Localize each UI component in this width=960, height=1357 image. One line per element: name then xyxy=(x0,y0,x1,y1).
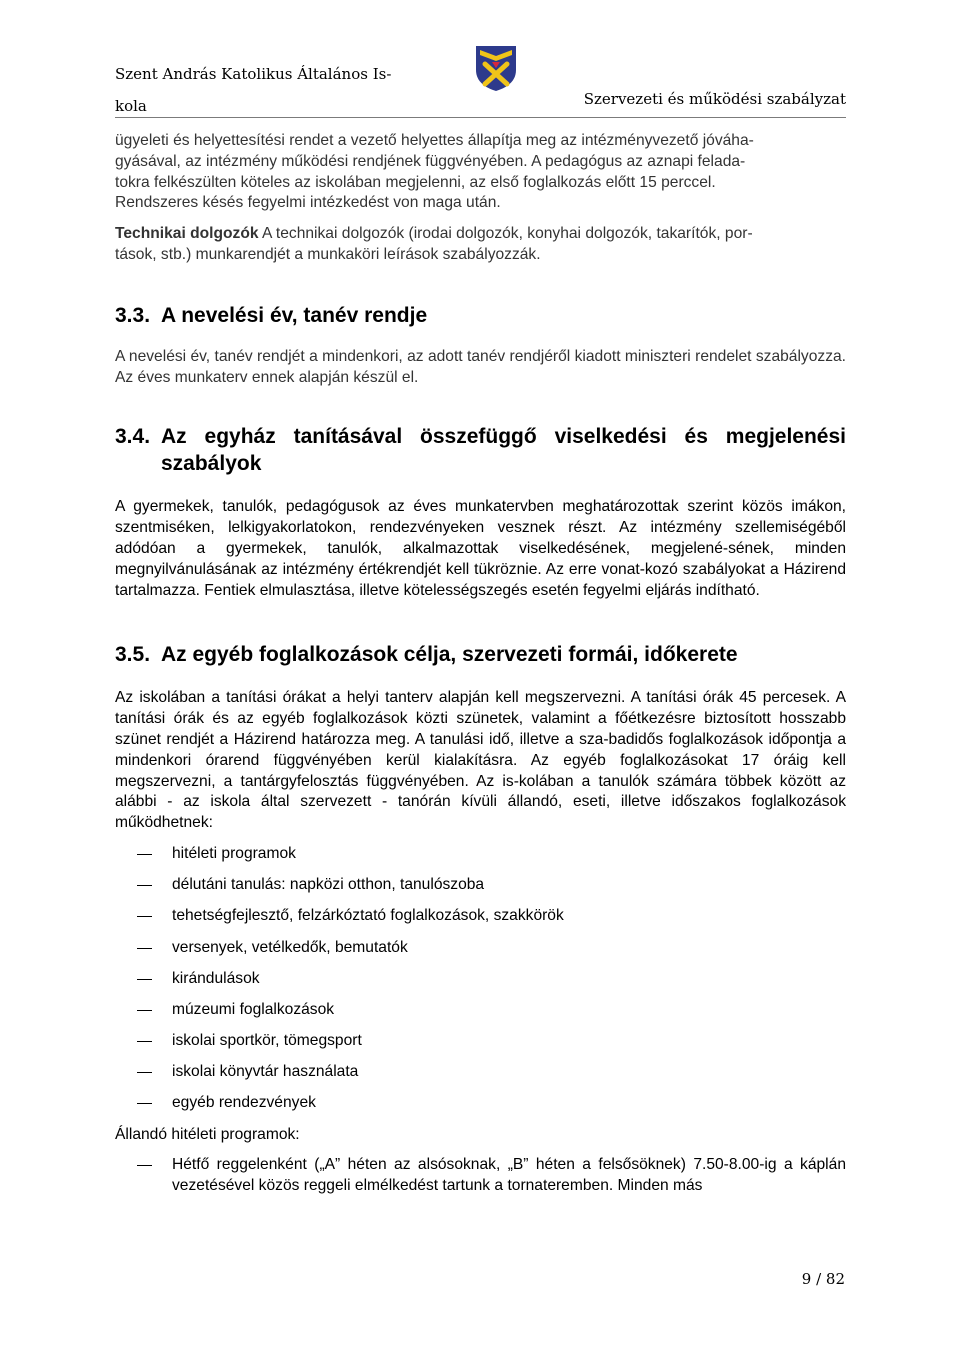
section-3-4-heading xyxy=(115,423,846,477)
permanent-programs-list xyxy=(115,1155,846,1197)
list-item-text: iskolai könyvtár használata xyxy=(172,1063,359,1081)
list-item xyxy=(115,1000,846,1031)
dash-bullet-icon xyxy=(137,885,152,886)
duty-line-4: Rendszeres késés fegyelmi intézkedést von maga után. xyxy=(115,194,501,212)
list-item-text: délutáni tanulás: napközi otthon, tanulószoba xyxy=(172,876,485,894)
dash-bullet-icon xyxy=(137,1072,152,1073)
duty-line-3: tokra felkészülten köteles az iskolában megjelenni, az első foglalkozás előtt 15 perccel. xyxy=(115,173,716,191)
dash-bullet-icon xyxy=(137,1041,152,1042)
list-item xyxy=(115,969,846,1000)
dash-bullet-icon xyxy=(137,854,152,855)
header-school-line-1: Szent András Katolikus Általános Is- xyxy=(115,65,392,83)
list-item xyxy=(115,906,846,937)
list-item xyxy=(115,1062,846,1093)
header-school-name xyxy=(115,58,391,122)
section-number: 3.4. xyxy=(115,425,151,449)
list-item-text: Hétfő reggelenként („A” héten az alsósoknak, „B” héten a felsősöknek) 7.50-8.00-ig a káplán vezetésével közös reggeli elmélkedést tartunk a tornateremben. Minden más xyxy=(172,1156,846,1195)
permanent-programs-label: Állandó hitéleti programok: xyxy=(115,1125,300,1143)
dash-bullet-icon xyxy=(137,979,152,980)
school-crest-icon xyxy=(474,44,518,92)
list-item-text: versenyek, vetélkedők, bemutatók xyxy=(172,938,408,956)
section-title: Az egyéb foglalkozások célja, szervezeti formái, időkerete xyxy=(161,643,738,667)
list-item xyxy=(115,938,846,969)
paragraph-technical-staff xyxy=(115,224,846,266)
list-item-text: tehetségfejlesztő, felzárkóztató foglalkozások, szakkörök xyxy=(172,907,564,925)
section-title: A nevelési év, tanév rendje xyxy=(161,303,428,327)
list-item xyxy=(115,1093,846,1124)
section-3-5-text: Az iskolában a tanítási órákat a helyi tanterv alapján kell megszervezni. A tanítási órák 45 percesek. A tanítási órák és az egyéb foglalkozások közti szünetek, valamint a főétkezésre biztosított hosszabb szünet rendjét a Házirend határozza meg. A tanulási idő, illetve a sza-badidős foglalkozások időpontja a mindenkori órarend függvényében kerül kialakításra. Az egyéb foglalkozásokat 17 óráig kell megszervezni, a tantárgyfelosztás függvényében. Az is-kolában a tanulók számára többek között az alábbi - az iskola által szervezett - tanórán kívüli állandó, eseti, illetve időszakos foglalkozások működhetnek: xyxy=(115,689,846,832)
dash-bullet-icon xyxy=(137,916,152,917)
header-divider xyxy=(115,117,846,118)
list-item xyxy=(115,844,846,875)
technical-staff-label: Technikai dolgozók xyxy=(115,225,259,243)
dash-bullet-icon xyxy=(137,1103,152,1104)
dash-bullet-icon xyxy=(137,1010,152,1011)
header-doc-title: Szervezeti és működési szabályzat xyxy=(583,90,846,108)
list-item xyxy=(115,875,846,906)
list-item-text: hitéleti programok xyxy=(172,844,296,862)
paragraph-duty xyxy=(115,131,846,214)
activity-list xyxy=(115,844,846,1125)
duty-line-2: gyásával, az intézmény működési rendjének függvényében. A pedagógus az aznapi felada- xyxy=(115,152,746,170)
section-3-3-heading xyxy=(115,302,846,329)
section-number: 3.5. xyxy=(115,643,151,667)
page-number: 9 / 82 xyxy=(801,1270,845,1288)
dash-bullet-icon xyxy=(137,948,152,949)
section-title: Az egyház tanításával összefüggő viselkedési és megjelenési szabályok xyxy=(161,425,846,476)
section-3-4-text: A gyermekek, tanulók, pedagógusok az éves munkatervben meghatározottak szerint közös imákon, szentmiséken, lelkigyakorlatokon, rendezvényeken vesznek részt. Az intézmény szellemiségéből adódóan a gyermekek, tanulók, alkalmazottak viselkedésének, megjelené-sének, minden megnyilvánulásának az intézmény értékrendjét kell tükröznie. Az erre vonat-kozó szabályokat a Házirend tartalmazza. Fentiek elmulasztása, illetve kötelességszegés esetén fegyelmi eljárás indítható. xyxy=(115,498,846,599)
section-3-5-heading xyxy=(115,641,846,668)
duty-line-1: ügyeleti és helyettesítési rendet a vezető helyettes állapítja meg az intézményvezető jóváha- xyxy=(115,132,754,149)
list-item-text: kirándulások xyxy=(172,969,260,987)
section-3-3-text: A nevelési év, tanév rendjét a mindenkori, az adott tanév rendjéről kiadott miniszteri rendelet szabályozza. Az éves munkaterv ennek alapján készül el. xyxy=(115,347,846,386)
technical-staff-line-2: tások, stb.) munkarendjét a munkaköri leírások szabályozzák. xyxy=(115,245,541,263)
document-body xyxy=(115,131,846,1197)
list-item-text: múzeumi foglalkozások xyxy=(172,1000,335,1018)
technical-staff-line-1: A technikai dolgozók (irodai dolgozók, konyhai dolgozók, takarítók, por- xyxy=(258,225,753,243)
list-item xyxy=(115,1155,846,1197)
dash-bullet-icon xyxy=(137,1165,152,1166)
list-item-text: iskolai sportkör, tömegsport xyxy=(172,1032,362,1050)
header-school-line-2: kola xyxy=(115,97,147,115)
section-number: 3.3. xyxy=(115,303,151,327)
list-item xyxy=(115,1031,846,1062)
list-item-text: egyéb rendezvények xyxy=(172,1094,316,1112)
